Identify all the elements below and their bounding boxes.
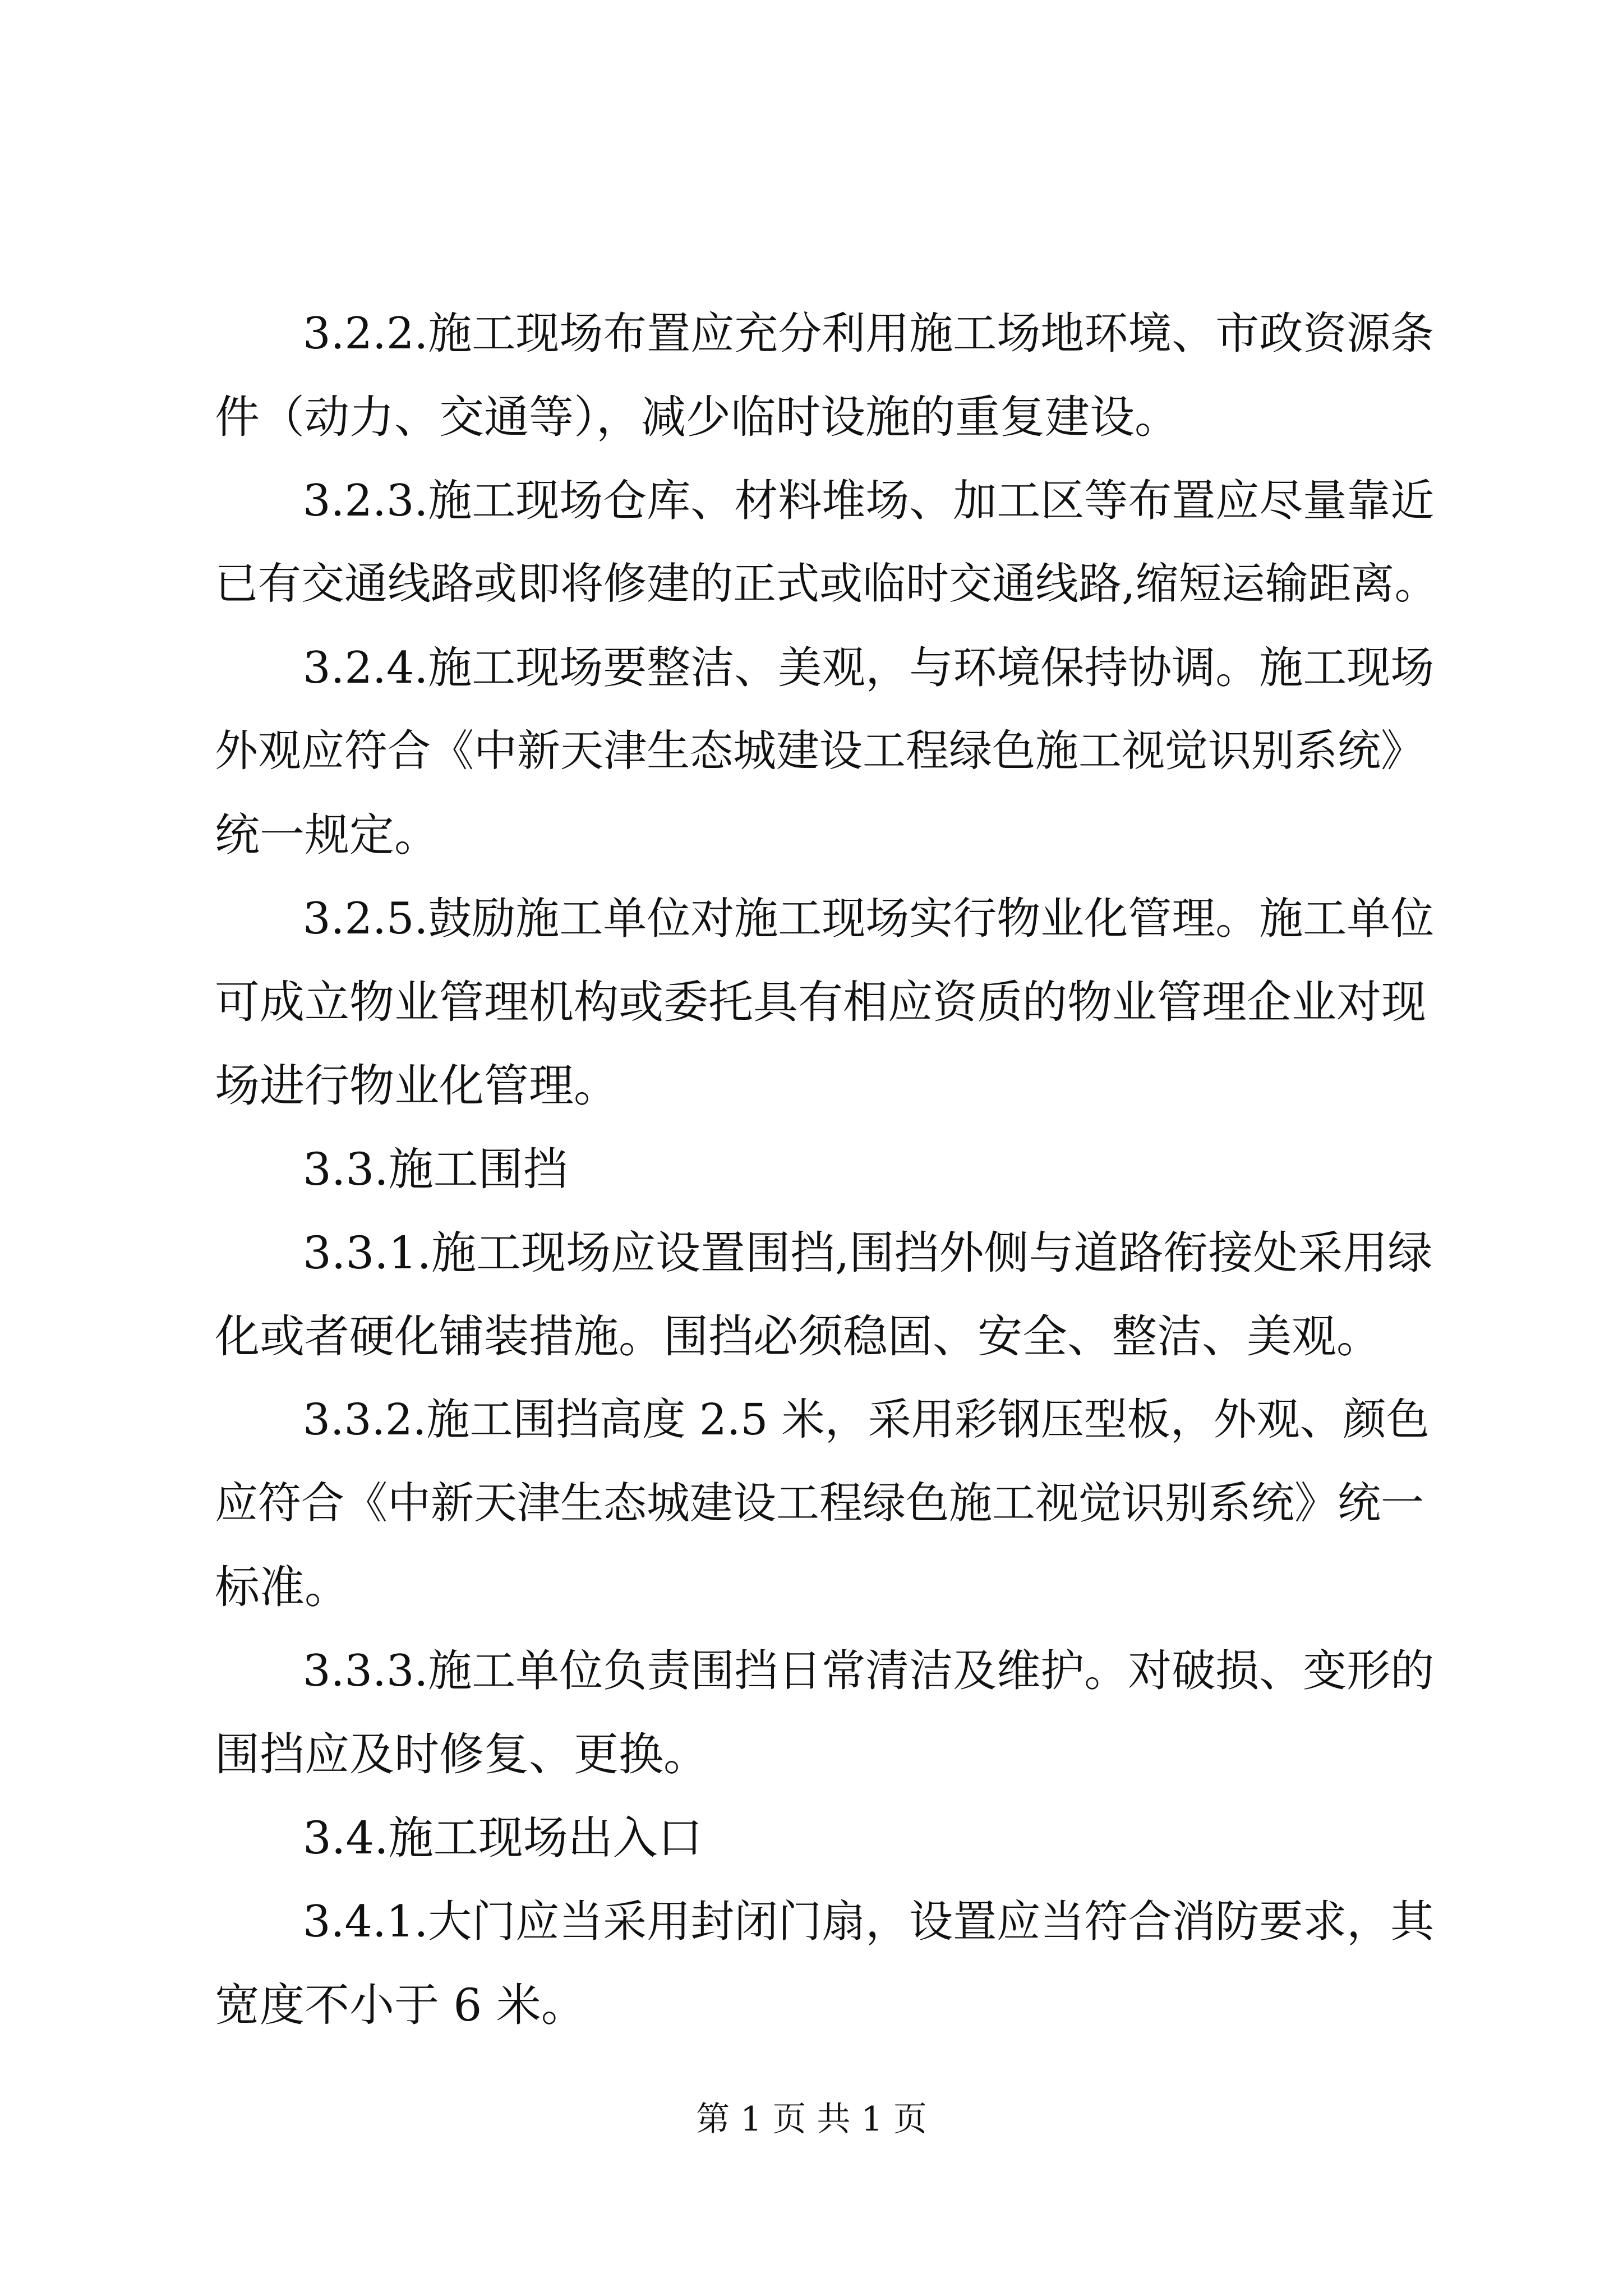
text-line: 宽度不小于 6 米。: [215, 1979, 586, 2031]
text-line: 应符合《中新天津生态城建设工程绿色施工视觉识别系统》统一: [215, 1479, 1424, 1529]
section-heading: 3.4.施工现场出入口: [303, 1812, 703, 1864]
text-line: 标准。: [215, 1561, 349, 1613]
text-line: 已有交通线路或即将修建的正式或临时交通线路,缩短运输距离。: [215, 559, 1438, 609]
text-line: 外观应符合《中新天津生态城建设工程绿色施工视觉识别系统》: [215, 726, 1424, 776]
text-line: 围挡应及时修复、更换。: [215, 1728, 708, 1780]
text-line: 3.3.2.施工围挡高度 2.5 米，采用彩钢压型板，外观、颜色: [303, 1395, 1430, 1445]
text-line: 统一规定。: [215, 809, 439, 861]
text-line: 场进行物业化管理。: [215, 1060, 619, 1112]
text-line: 3.2.2.施工现场布置应充分利用施工场地环境、市政资源条: [303, 309, 1435, 359]
text-line: 3.4.1.大门应当采用封闭门扇，设置应当符合消防要求，其: [303, 1897, 1435, 1947]
text-line: 件（动力、交通等），减少临时设施的重复建设。: [215, 391, 1179, 443]
text-line: 3.3.3.施工单位负责围挡日常清洁及维护。对破损、变形的: [303, 1646, 1435, 1696]
section-heading: 3.3.施工围挡: [303, 1143, 568, 1195]
text-line: 3.2.5.鼓励施工单位对施工现场实行物业化管理。施工单位: [303, 894, 1435, 944]
text-line: 3.3.1.施工现场应设置围挡,围挡外侧与道路衔接处采用绿: [303, 1227, 1433, 1279]
text-line: 可成立物业管理机构或委托具有相应资质的物业管理企业对现: [215, 976, 1426, 1028]
text-line: 3.2.3.施工现场仓库、材料堆场、加工区等布置应尽量靠近: [303, 476, 1435, 526]
page-footer: 第 1 页 共 1 页: [696, 2100, 927, 2139]
text-line: 化或者硬化铺装措施。围挡必须稳固、安全、整洁、美观。: [215, 1310, 1381, 1363]
text-line: 3.2.4.施工现场要整洁、美观，与环境保持协调。施工现场: [303, 643, 1435, 693]
